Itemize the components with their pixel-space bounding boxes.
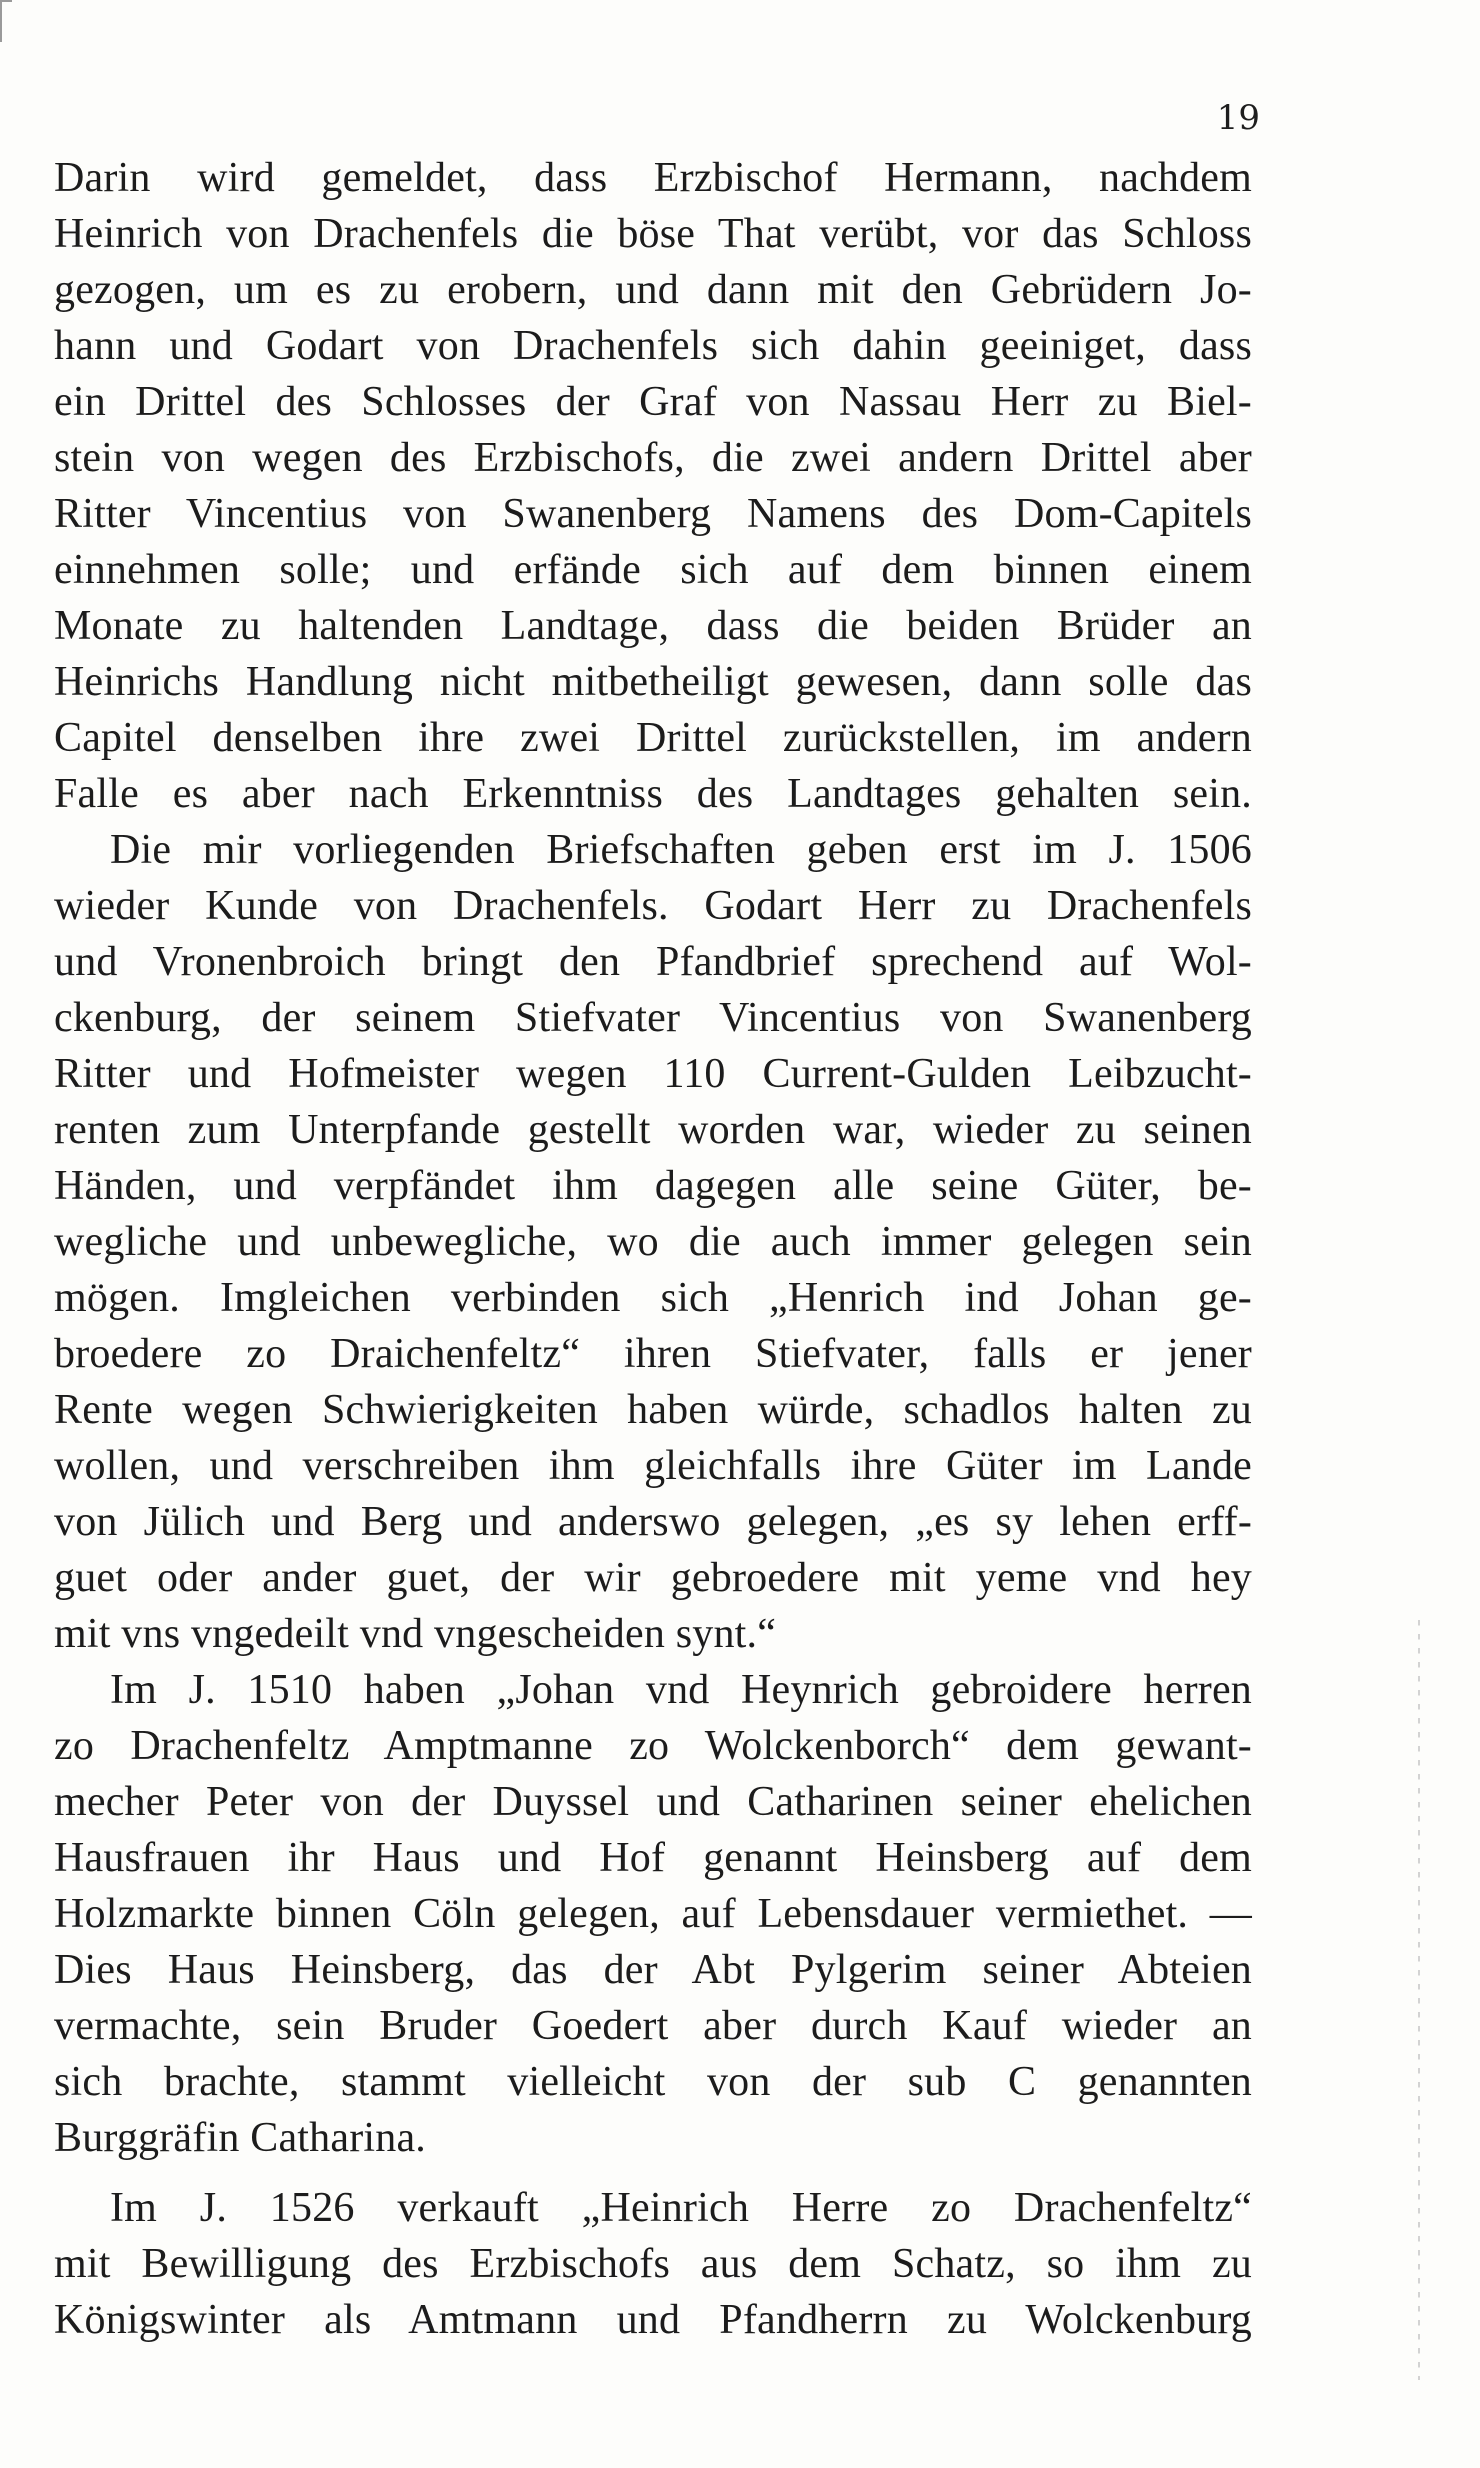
text-line: mit Bewilligung des Erzbischofs aus dem Schatz, so ihm zu	[54, 2241, 1252, 2287]
text-line: Ritter Vincentius von Swanenberg Namens des Dom-Capitels	[54, 491, 1252, 537]
text-line: sich brachte, stammt vielleicht von der sub C genannten	[54, 2059, 1252, 2105]
text-line: Die mir vorliegenden Briefschaften geben erst im J. 1506	[110, 827, 1252, 873]
text-line: Hausfrauen ihr Haus und Hof genannt Heinsberg auf dem	[54, 1835, 1252, 1881]
text-line: renten zum Unterpfande gestellt worden war, wieder zu seinen	[54, 1107, 1252, 1153]
text-line: Dies Haus Heinsberg, das der Abt Pylgerim seiner Abteien	[54, 1947, 1252, 1993]
text-line: mögen. Imgleichen verbinden sich „Henrich ind Johan ge-	[54, 1275, 1252, 1321]
text-line: Capitel denselben ihre zwei Drittel zurückstellen, im andern	[54, 715, 1252, 761]
text-line: Darin wird gemeldet, dass Erzbischof Hermann, nachdem	[54, 155, 1252, 201]
text-line: Heinrichs Handlung nicht mitbetheiligt gewesen, dann solle das	[54, 659, 1252, 705]
text-line: ein Drittel des Schlosses der Graf von Nassau Herr zu Biel-	[54, 379, 1252, 425]
text-line: broedere zo Draichenfeltz“ ihren Stiefvater, falls er jener	[54, 1331, 1252, 1377]
text-line: hann und Godart von Drachenfels sich dahin geeiniget, dass	[54, 323, 1252, 369]
scan-edge-mark	[0, 0, 12, 42]
text-line: Heinrich von Drachenfels die böse That verübt, vor das Schloss	[54, 211, 1252, 257]
text-line: ckenburg, der seinem Stiefvater Vincentius von Swanenberg	[54, 995, 1252, 1041]
text-line: Monate zu haltenden Landtage, dass die beiden Brüder an	[54, 603, 1252, 649]
text-line: Falle es aber nach Erkenntniss des Landtages gehalten sein.	[54, 771, 1252, 817]
text-line: wegliche und unbewegliche, wo die auch immer gelegen sein	[54, 1219, 1252, 1265]
text-line: gezogen, um es zu erobern, und dann mit den Gebrüdern Jo-	[54, 267, 1252, 313]
text-line: Ritter und Hofmeister wegen 110 Current-Gulden Leibzucht-	[54, 1051, 1252, 1097]
text-line: wieder Kunde von Drachenfels. Godart Herr zu Drachenfels	[54, 883, 1252, 929]
text-line: von Jülich und Berg und anderswo gelegen, „es sy lehen erff-	[54, 1499, 1252, 1545]
text-line: Im J. 1526 verkauft „Heinrich Herre zo Drachenfeltz“	[110, 2185, 1252, 2231]
text-line: mit vns vngedeilt vnd vngescheiden synt.“	[54, 1611, 777, 1657]
text-line: guet oder ander guet, der wir gebroedere mit yeme vnd hey	[54, 1555, 1252, 1601]
text-line: wollen, und verschreiben ihm gleichfalls ihre Güter im Lande	[54, 1443, 1252, 1489]
text-line: Rente wegen Schwierigkeiten haben würde, schadlos halten zu	[54, 1387, 1252, 1433]
text-line: einnehmen solle; und erfände sich auf dem binnen einem	[54, 547, 1252, 593]
text-line: mecher Peter von der Duyssel und Catharinen seiner ehelichen	[54, 1779, 1252, 1825]
text-line: und Vronenbroich bringt den Pfandbrief sprechend auf Wol-	[54, 939, 1252, 985]
text-line: Königswinter als Amtmann und Pfandherrn zu Wolckenburg	[54, 2297, 1252, 2343]
text-line: vermachte, sein Bruder Goedert aber durch Kauf wieder an	[54, 2003, 1252, 2049]
text-line: Holzmarkte binnen Cöln gelegen, auf Lebensdauer vermiethet. —	[54, 1891, 1252, 1937]
text-line: stein von wegen des Erzbischofs, die zwei andern Drittel aber	[54, 435, 1252, 481]
text-line: Burggräfin Catharina.	[54, 2115, 426, 2161]
text-line: Im J. 1510 haben „Johan vnd Heynrich gebroidere herren	[110, 1667, 1252, 1713]
text-line: zo Drachenfeltz Amptmanne zo Wolckenborch“ dem gewant-	[54, 1723, 1252, 1769]
page-number: 19	[1216, 98, 1260, 138]
text-line: Händen, und verpfändet ihm dagegen alle seine Güter, be-	[54, 1163, 1252, 1209]
gutter-shadow	[1418, 1620, 1424, 2380]
